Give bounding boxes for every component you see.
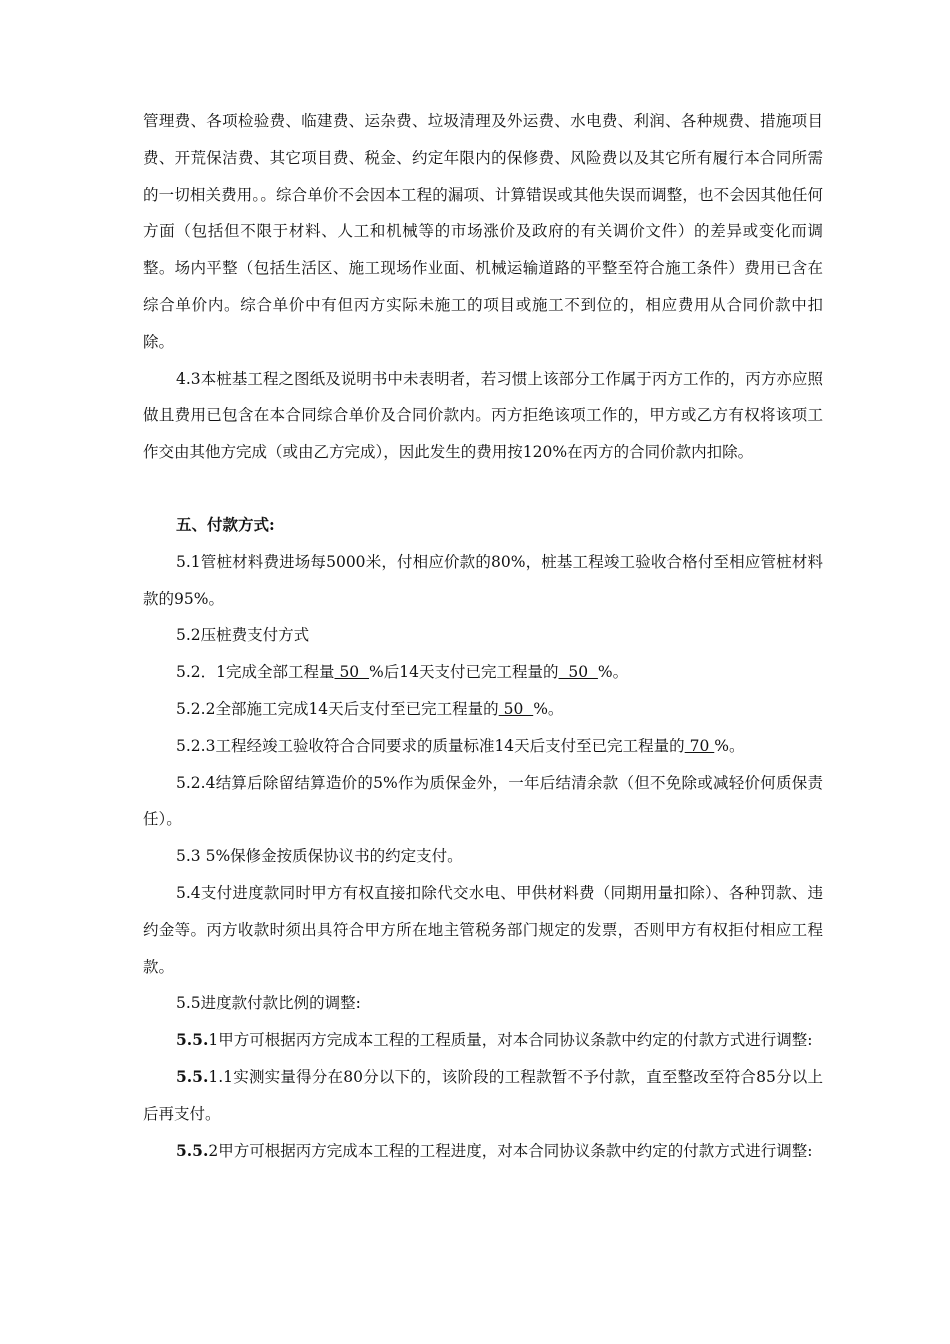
paragraph-5-2: 5.2压桩费支付方式 — [176, 626, 310, 645]
paragraph-5-3: 5.3 5%保修金按质保协议书的约定支付。 — [176, 847, 463, 866]
paragraph-5-5-2 — [143, 1133, 823, 1170]
text: %。 — [714, 736, 745, 755]
paragraph-5-5: 5.5进度款付款比例的调整: — [176, 994, 361, 1013]
text: %后14天支付已完工程量的 — [369, 663, 559, 682]
clause-number: 5.5. — [176, 1066, 209, 1086]
text: 5.2.2全部施工完成14天后支付至已完工程量的 — [176, 699, 499, 718]
clause-number: 5.5. — [176, 1030, 209, 1050]
paragraph-4-3: 4.3本桩基工程之图纸及说明书中未表明者，若习惯上该部分工作属于丙方工作的，丙方亦应照做且费用已包含在本合同综合单价及合同价款内。丙方拒绝该项工作的，甲方或乙方有权将该项工作交由其他方完成（或由乙方完成），因此发生的费用按120%在丙方的合同价款内扣除。 — [143, 369, 823, 462]
paragraph-5-2-2 — [143, 691, 823, 728]
blank-value: 50 — [558, 663, 598, 682]
paragraph-5-5-1 — [143, 1022, 823, 1059]
blank-value: 70 — [684, 736, 715, 755]
document-body — [143, 103, 823, 1169]
paragraph-5-2-4: 5.2.4结算后除留结算造价的5%作为质保金外，一年后结清余款（但不免除或减轻价何质保责任）。 — [143, 773, 823, 829]
text: %。 — [533, 699, 564, 718]
paragraph-5-4: 5.4支付进度款同时甲方有权直接扣除代交水电、甲供材料费（同期用量扣除）、各种罚款、违约金等。丙方收款时须出具符合甲方所在地主管税务部门规定的发票，否则甲方有权拒付相应工程款。 — [143, 883, 823, 976]
section-gap — [143, 471, 823, 507]
text: 1甲方可根据丙方完成本工程的工程质量，对本合同协议条款中约定的付款方式进行调整: — [208, 1031, 813, 1050]
text: 5.2．1完成全部工程量 — [176, 663, 335, 682]
paragraph-5-5-1-1 — [143, 1059, 823, 1133]
section-heading-payment: 五、付款方式: — [176, 514, 275, 534]
paragraph-5-1: 5.1管桩材料费进场每5000米，付相应价款的80%，桩基工程竣工验收合格付至相应管桩材料款的95%。 — [143, 552, 823, 608]
text: 5.2.3工程经竣工验收符合合同要求的质量标准14天后支付至已完工程量的 — [176, 736, 685, 755]
blank-value: 50 — [498, 699, 534, 718]
text: %。 — [597, 663, 629, 682]
text: 1.1实测实量得分在80分以下的，该阶段的工程款暂不予付款，直至整改至符合85分以上后再支付。 — [143, 1067, 823, 1123]
blank-value: 50 — [334, 663, 370, 682]
paragraph-comprehensive-price: 管理费、各项检验费、临建费、运杂费、垃圾清理及外运费、水电费、利润、各种规费、措施项目费、开荒保洁费、其它项目费、税金、约定年限内的保修费、风险费以及其它所有履行本合同所需的一切相关费用。。综合单价不会因本工程的漏项、计算错误或其他失误而调整，也不会因其他任何方面（包括但不限于材料、人工和机械等的市场涨价及政府的有关调价文件）的差异或变化而调整。场内平整（包括生活区、施工现场作业面、机械运输道路的平整至符合施工条件）费用已含在综合单价内。综合单价中有但丙方实际未施工的项目或施工不到位的，相应费用从合同价款中扣除。 — [143, 112, 823, 351]
paragraph-5-2-3 — [143, 728, 823, 765]
clause-number: 5.5. — [176, 1140, 209, 1160]
paragraph-5-2-1 — [143, 654, 823, 691]
text: 2甲方可根据丙方完成本工程的工程进度，对本合同协议条款中约定的付款方式进行调整: — [208, 1141, 813, 1160]
